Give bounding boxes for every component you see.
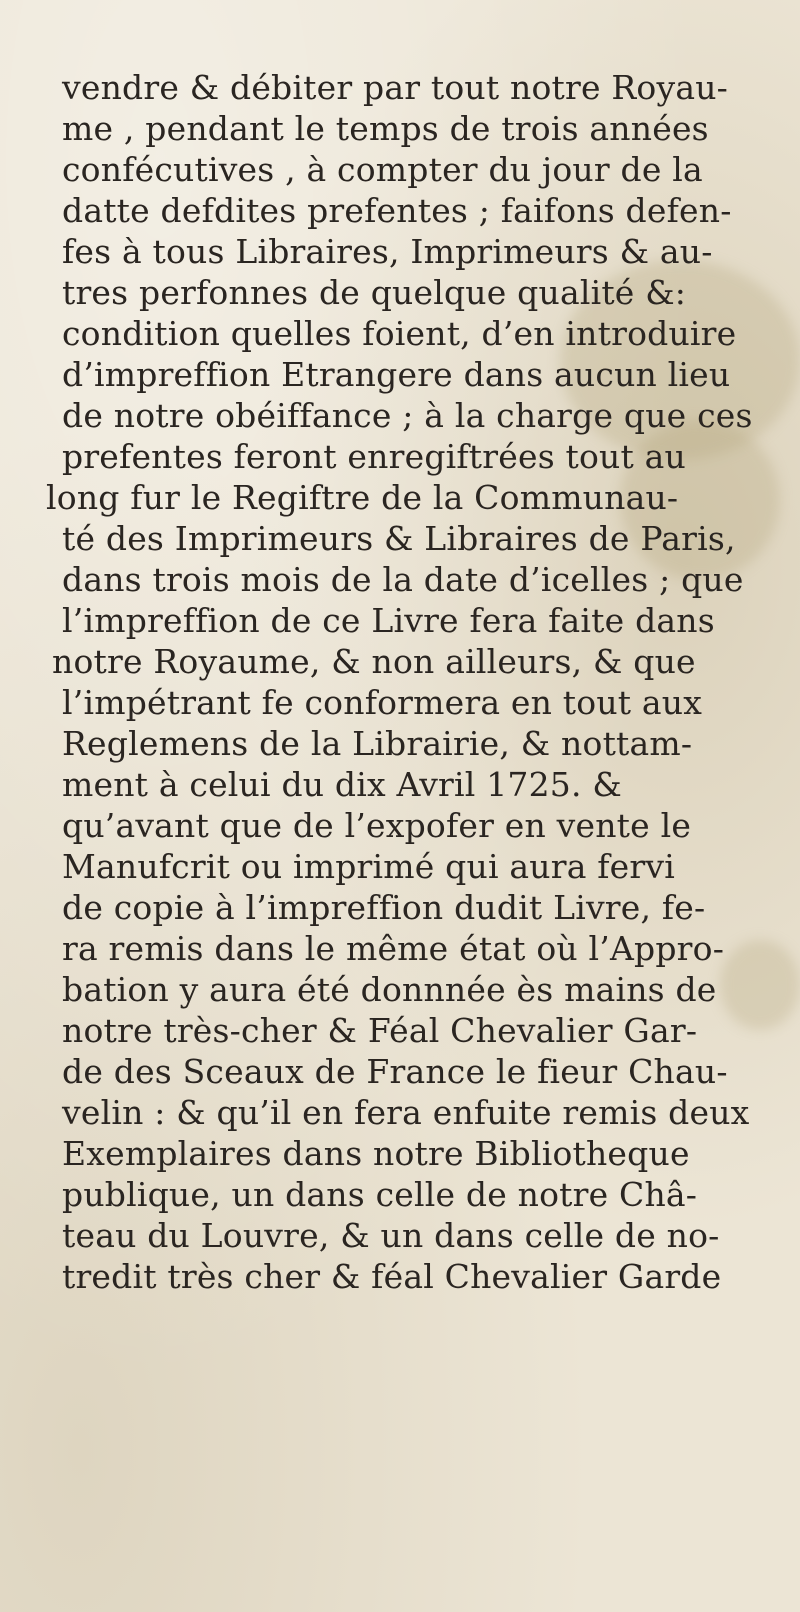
- paper-stain: [720, 940, 800, 1030]
- text-line: Reglemens de la Librairie, & nottam-: [62, 724, 693, 763]
- text-line: vendre & débiter par tout notre Royau-: [62, 68, 729, 107]
- text-line: teau du Louvre, & un dans celle de no-: [62, 1216, 720, 1255]
- text-line: té des Imprimeurs & Libraires de Paris,: [62, 519, 736, 558]
- text-line: tredit très cher & féal Chevalier Garde: [62, 1257, 722, 1296]
- text-line: de notre obéiffance ; à la charge que ces: [62, 396, 753, 435]
- text-line: ment à celui du dix Avril 1725. &: [62, 765, 622, 804]
- text-line: qu’avant que de l’expofer en vente le: [62, 806, 692, 845]
- text-line: datte defdites prefentes ; faifons defen-: [62, 191, 732, 230]
- text-line: de des Sceaux de France le fieur Chau-: [62, 1052, 728, 1091]
- text-line: publique, un dans celle de notre Châ-: [62, 1175, 698, 1214]
- text-line: confécutives , à compter du jour de la: [62, 150, 703, 189]
- text-line: bation y aura été donnnée ès mains de: [62, 970, 717, 1009]
- text-line: tres perfonnes de quelque qualité &:: [62, 273, 687, 312]
- text-line: notre Royaume, & non ailleurs, & que: [52, 642, 696, 681]
- text-line: velin : & qu’il en fera enfuite remis deux: [62, 1093, 750, 1132]
- text-line: Manufcrit ou imprimé qui aura fervi: [62, 847, 675, 886]
- text-line: notre très-cher & Féal Chevalier Gar-: [62, 1011, 698, 1050]
- text-line: de copie à l’impreffion dudit Livre, fe-: [62, 888, 706, 927]
- text-line: ra remis dans le même état où l’Appro-: [62, 929, 725, 968]
- text-line: me , pendant le temps de trois années: [62, 109, 709, 148]
- text-line: l’impétrant fe conformera en tout aux: [62, 683, 703, 722]
- text-line: Exemplaires dans notre Bibliotheque: [62, 1134, 690, 1173]
- text-line: l’impreffion de ce Livre fera faite dans: [62, 601, 715, 640]
- text-line: prefentes feront enregiftrées tout au: [62, 437, 686, 476]
- text-line: dans trois mois de la date d’icelles ; que: [62, 560, 744, 599]
- text-line: fes à tous Libraires, Imprimeurs & au-: [62, 232, 713, 271]
- text-line: long fur le Regiftre de la Communau-: [46, 478, 679, 517]
- text-line: d’impreffion Etrangere dans aucun lieu: [62, 355, 731, 394]
- text-line: condition quelles foient, d’en introduire: [62, 314, 737, 353]
